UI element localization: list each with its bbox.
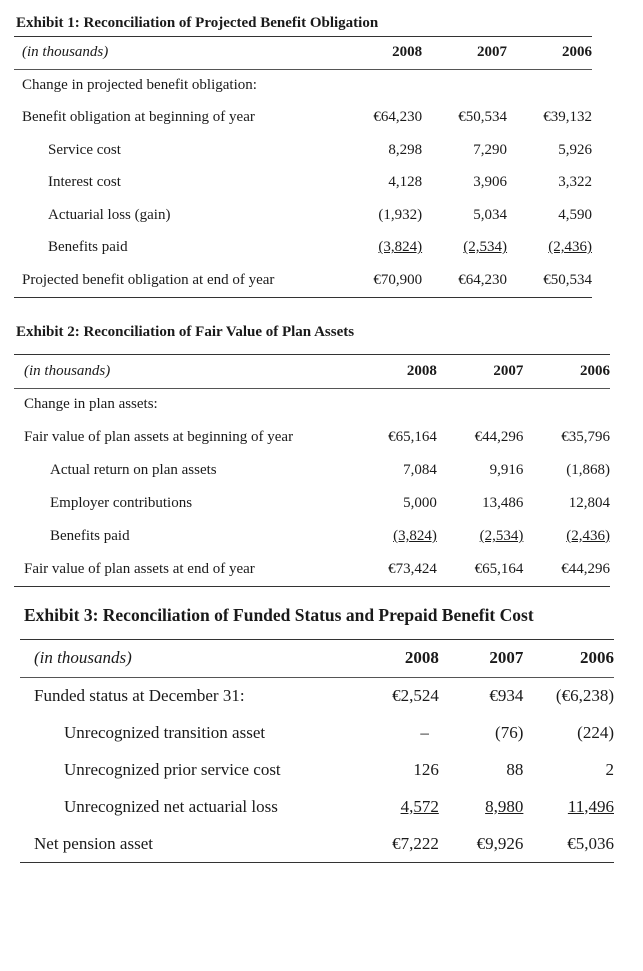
total-2008: €70,900: [373, 271, 423, 288]
row-label: Actual return on plan assets: [50, 462, 217, 478]
row-label: Unrecognized net actuarial loss: [64, 796, 278, 816]
total-2007: €65,164: [474, 561, 524, 577]
total-2007: €9,926: [476, 833, 524, 853]
year-2008-header: 2008: [404, 648, 439, 668]
year-2007-header: 2007: [493, 362, 524, 379]
value-2008: 4,572: [400, 796, 439, 816]
total-row: [20, 825, 614, 862]
value-2008: 8,298: [388, 141, 423, 158]
total-2008: €7,222: [392, 833, 439, 853]
table-row: [14, 167, 592, 200]
exhibit-2-header-row: [14, 355, 610, 388]
value-2008: €2,524: [392, 685, 439, 705]
row-label: Benefits paid: [50, 528, 130, 544]
section-label-row: [14, 69, 592, 102]
value-2006: €35,796: [561, 429, 610, 445]
units-label: (in thousands): [22, 44, 109, 61]
table-row: [14, 134, 592, 167]
table-row: [14, 520, 610, 553]
value-2007: 88: [506, 759, 524, 779]
exhibit-1-header-row: [14, 37, 592, 69]
value-2008: (3,824): [378, 239, 423, 256]
exhibit-2-title: Exhibit 2: Reconciliation of Fair Value of Plan Assets: [16, 324, 355, 340]
table-row: [14, 232, 592, 265]
table-row: [20, 714, 614, 751]
value-2007: (76): [495, 722, 524, 742]
value-2007: 8,980: [485, 796, 524, 816]
value-2007: 3,906: [473, 174, 508, 191]
value-2006: (224): [577, 722, 614, 742]
table-row: [20, 788, 614, 825]
value-2007: 5,034: [473, 206, 508, 223]
year-2007-header: 2007: [477, 44, 508, 61]
value-2007: €50,534: [458, 109, 508, 126]
total-2006: €44,296: [561, 561, 610, 577]
exhibit-2-bottom-rule: [14, 586, 610, 587]
total-row: [14, 553, 610, 586]
exhibit-1-bottom-rule: [14, 297, 592, 298]
total-label: Fair value of plan assets at end of year: [24, 561, 255, 577]
total-label: Net pension asset: [34, 833, 153, 853]
row-label: Fair value of plan assets at beginning of year: [24, 429, 294, 445]
section-label: Change in plan assets:: [24, 396, 158, 413]
value-2007: €44,296: [474, 429, 524, 445]
row-label: Employer contributions: [50, 495, 193, 511]
exhibit-1: [14, 10, 592, 298]
year-2006-header: 2006: [562, 44, 592, 61]
value-2006: (2,436): [566, 528, 610, 544]
table-row: [14, 487, 610, 520]
value-2006: (1,868): [566, 462, 610, 478]
exhibit-3-header-row: [20, 640, 614, 677]
total-2007: €64,230: [458, 271, 508, 288]
row-label: Interest cost: [48, 174, 121, 191]
units-label: (in thousands): [24, 362, 111, 379]
total-2006: €5,036: [567, 833, 614, 853]
year-2008-header: 2008: [392, 44, 423, 61]
row-label: Benefit obligation at beginning of year: [22, 109, 255, 126]
value-2006: €39,132: [543, 109, 592, 126]
total-2006: €50,534: [543, 271, 592, 288]
value-2007: 7,290: [473, 141, 508, 158]
table-row: [14, 421, 610, 454]
year-2006-header: 2006: [580, 648, 614, 668]
exhibit-3-title: Exhibit 3: Reconciliation of Funded Status and Prepaid Benefit Cost: [24, 605, 534, 625]
value-2008: (1,932): [378, 206, 423, 223]
table-row: [20, 677, 614, 714]
row-label: Unrecognized transition asset: [64, 722, 266, 742]
value-2007: 13,486: [482, 495, 524, 511]
row-label: Actuarial loss (gain): [48, 206, 171, 223]
value-2007: (2,534): [463, 239, 508, 256]
value-2008: €65,164: [388, 429, 437, 445]
row-label: Service cost: [48, 141, 121, 158]
value-2006: 12,804: [568, 495, 610, 511]
value-2007: 9,916: [489, 462, 524, 478]
value-2006: 4,590: [558, 206, 592, 223]
value-2007: (2,534): [479, 528, 524, 544]
section-label: Change in projected benefit obligation:: [22, 77, 257, 93]
exhibit-1-table: [14, 37, 592, 297]
value-2008: 5,000: [403, 495, 437, 511]
value-2006: 5,926: [558, 141, 592, 158]
year-2008-header: 2008: [406, 362, 437, 379]
value-2008: 7,084: [403, 462, 437, 478]
exhibit-3: [20, 597, 614, 863]
value-2006: 3,322: [558, 174, 592, 191]
value-2006: 11,496: [567, 796, 614, 816]
table-row: [20, 751, 614, 788]
table-row: [14, 199, 592, 232]
section-label-row: [14, 388, 610, 421]
exhibit-2-table: [14, 355, 610, 586]
exhibit-3-bottom-rule: [20, 862, 614, 863]
row-label: Unrecognized prior service cost: [64, 759, 281, 779]
row-label: Benefits paid: [48, 239, 128, 256]
value-2008: (3,824): [393, 528, 437, 544]
value-2008: 4,128: [388, 174, 423, 191]
table-row: [14, 102, 592, 135]
exhibit-3-table: [20, 640, 614, 862]
value-2008: €64,230: [373, 109, 423, 126]
value-2006: 2: [605, 759, 614, 779]
table-row: [14, 454, 610, 487]
total-label: Projected benefit obligation at end of year: [22, 271, 275, 288]
units-label: (in thousands): [34, 648, 132, 668]
value-2007: €934: [489, 685, 524, 705]
exhibit-2: [14, 318, 610, 587]
value-2008: –: [420, 722, 429, 742]
row-label: Funded status at December 31:: [34, 685, 245, 705]
total-2008: €73,424: [388, 561, 437, 577]
value-2008: 126: [413, 759, 439, 779]
year-2006-header: 2006: [580, 362, 610, 379]
value-2006: (2,436): [548, 239, 592, 256]
year-2007-header: 2007: [489, 648, 524, 668]
total-row: [14, 264, 592, 297]
exhibit-1-title: Exhibit 1: Reconciliation of Projected Benefit Obligation: [16, 15, 379, 31]
value-2006: (€6,238): [555, 685, 614, 705]
